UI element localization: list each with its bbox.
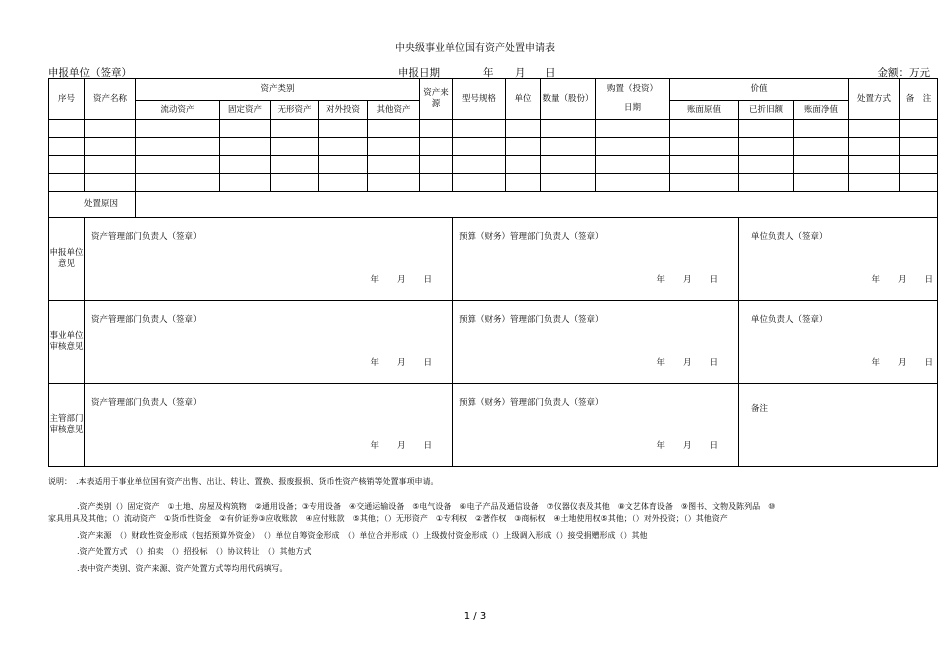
header-depreciation: 已折旧额: [739, 101, 794, 120]
sign-date: [853, 275, 933, 286]
remarks-label: 备注: [751, 404, 769, 414]
table-cell[interactable]: [794, 156, 849, 174]
header-asset-name: 资产名称: [85, 79, 136, 120]
table-cell[interactable]: [136, 156, 220, 174]
date-day: 日: [709, 275, 719, 286]
table-cell[interactable]: [368, 138, 420, 156]
remarks-field[interactable]: [739, 384, 938, 467]
date-month: 月: [682, 358, 692, 369]
table-cell[interactable]: [453, 138, 506, 156]
table-cell[interactable]: [368, 156, 420, 174]
table-cell[interactable]: [271, 138, 319, 156]
table-cell[interactable]: [420, 174, 453, 192]
header-seq: 序号: [49, 79, 85, 120]
table-cell[interactable]: [368, 174, 420, 192]
instructions: [48, 476, 943, 575]
table-cell[interactable]: [596, 156, 670, 174]
opinion-finance-dept[interactable]: [453, 218, 739, 301]
table-cell[interactable]: [670, 120, 739, 138]
signature-label: 单位负责人（签章）: [751, 315, 828, 325]
signature-label: 预算（财务）管理部门负责人（签章）: [459, 232, 604, 242]
header-book-net: 账面净值: [794, 101, 849, 120]
table-cell[interactable]: [541, 138, 596, 156]
form-title: 中央级事业单位国有资产处置申请表: [395, 43, 555, 54]
opinion-asset-dept[interactable]: [85, 218, 453, 301]
opinion-unit-head[interactable]: [739, 218, 938, 301]
date-month: 月: [396, 358, 406, 369]
date-day: 日: [709, 441, 719, 452]
table-cell[interactable]: [849, 174, 900, 192]
note-asset-source: .资产来源 （）财政性资金形成（包括预算外资金） （）单位自筹资金形成 （）单位合并形成（）上级拨付资金形成（）上级调入形成（）接受捐赠形成（）其他: [77, 530, 648, 540]
opinion-label: 申报单位意见: [49, 218, 85, 301]
table-cell[interactable]: [420, 138, 453, 156]
table-cell[interactable]: [739, 174, 794, 192]
header-remarks: 备 注: [900, 79, 938, 120]
table-cell[interactable]: [849, 156, 900, 174]
table-cell[interactable]: [900, 120, 938, 138]
table-cell[interactable]: [49, 156, 85, 174]
date-year: 年: [871, 275, 880, 286]
table-cell[interactable]: [506, 120, 541, 138]
table-cell[interactable]: [220, 174, 271, 192]
header-unit: 单位: [506, 79, 541, 120]
disposal-reason-field[interactable]: [136, 192, 938, 218]
header-asset-category: 资产类别: [136, 79, 420, 101]
date-year: 年: [656, 275, 665, 286]
amount-unit-label: 金额：万元: [877, 67, 930, 79]
table-cell[interactable]: [596, 174, 670, 192]
note-coding: .表中资产类别、资产来源、资产处置方式等均用代码填写。: [77, 563, 288, 573]
opinion-finance-dept[interactable]: [453, 301, 739, 384]
sign-date: [352, 275, 432, 286]
sign-date: [352, 441, 432, 452]
table-cell[interactable]: [271, 120, 319, 138]
table-cell[interactable]: [794, 174, 849, 192]
header-asset-source: 资产来源: [420, 79, 453, 120]
table-row[interactable]: [49, 138, 938, 156]
table-cell[interactable]: [368, 120, 420, 138]
date-month: 月: [515, 67, 526, 79]
date-year: 年: [370, 275, 379, 286]
apply-date-label: 申报日期: [398, 67, 440, 79]
table-cell[interactable]: [670, 156, 739, 174]
opinion-unit-head[interactable]: [739, 301, 938, 384]
disposal-form-table: [48, 78, 938, 467]
date-month: 月: [898, 358, 907, 369]
date-year: 年: [370, 441, 379, 452]
table-cell[interactable]: [220, 156, 271, 174]
header-purchase-date: [596, 79, 670, 120]
header-book-original: 账面原值: [670, 101, 739, 120]
table-cell[interactable]: [85, 120, 136, 138]
note-asset-category: .资产类别（）固定资产 ①土地、房屋及构筑物 ②通用设备；③专用设备 ④交通运输设备 ⑤电气设备 ⑥电子产品及通信设备 ⑦仪器仪表及其他 ⑧文艺体育设备 ⑨图书、文物及陈列品 ⑩: [77, 501, 776, 511]
disposal-reason-row: [49, 192, 938, 218]
signature-label: 资产管理部门负责人（签章）: [91, 232, 202, 242]
opinion-label: 主管部门审核意见: [49, 384, 85, 467]
table-cell[interactable]: [794, 138, 849, 156]
table-cell[interactable]: [670, 138, 739, 156]
table-cell[interactable]: [49, 138, 85, 156]
date-day: 日: [924, 275, 934, 286]
table-cell[interactable]: [85, 156, 136, 174]
table-cell[interactable]: [420, 120, 453, 138]
opinion-asset-dept[interactable]: [85, 384, 453, 467]
date-year: 年: [871, 358, 880, 369]
table-cell[interactable]: [49, 120, 85, 138]
signature-label: 预算（财务）管理部门负责人（签章）: [459, 398, 604, 408]
opinion-label: 事业单位审核意见: [49, 301, 85, 384]
table-cell[interactable]: [900, 138, 938, 156]
table-cell[interactable]: [794, 120, 849, 138]
table-cell[interactable]: [136, 120, 220, 138]
table-row[interactable]: [49, 156, 938, 174]
date-month: 月: [682, 441, 692, 452]
table-cell[interactable]: [900, 174, 938, 192]
opinion-row-applicant: [49, 218, 938, 301]
opinion-row-institution: [49, 301, 938, 384]
table-cell[interactable]: [136, 138, 220, 156]
opinion-row-authority: [49, 384, 938, 467]
table-cell[interactable]: [319, 120, 368, 138]
table-cell[interactable]: [319, 138, 368, 156]
header-current-assets: 流动资产: [136, 101, 220, 120]
signature-label: 预算（财务）管理部门负责人（签章）: [459, 315, 604, 325]
date-day: 日: [545, 67, 556, 79]
header-intangible-assets: 无形资产: [271, 101, 319, 120]
sign-date: [638, 358, 718, 369]
table-cell[interactable]: [271, 156, 319, 174]
note-asset-category-cont: 家具用具及其他；（）流动资产 ①货币性资金 ②有价证券③应收账款 ④应付账款 ⑤其他；（）无形资产 ①专利权 ②著作权 ③商标权 ④土地使用权⑤其他；（）对外投资；（）其他资产: [48, 514, 728, 523]
table-cell[interactable]: [506, 138, 541, 156]
table-cell[interactable]: [849, 138, 900, 156]
date-month: 月: [396, 441, 406, 452]
table-cell[interactable]: [506, 174, 541, 192]
table-cell[interactable]: [596, 120, 670, 138]
note-scope: 说明： .本表适用于事业单位国有资产出售、出让、转让、置换、报废报损、货币性资产核销等处置事项申请。: [48, 477, 439, 486]
sign-date: [638, 275, 718, 286]
sign-date: [853, 358, 933, 369]
date-day: 日: [924, 358, 934, 369]
opinion-asset-dept[interactable]: [85, 301, 453, 384]
sign-date: [638, 441, 718, 452]
table-cell[interactable]: [670, 174, 739, 192]
date-day: 日: [423, 441, 433, 452]
table-cell[interactable]: [900, 156, 938, 174]
date-day: 日: [423, 275, 433, 286]
table-cell[interactable]: [271, 174, 319, 192]
table-cell[interactable]: [319, 156, 368, 174]
table-cell[interactable]: [596, 138, 670, 156]
table-row[interactable]: [49, 174, 938, 192]
table-cell[interactable]: [85, 138, 136, 156]
applicant-unit-label: 申报单位（签章）: [48, 67, 132, 79]
date-day: 日: [709, 358, 719, 369]
header-purchase-label: 购置（投资）: [607, 84, 659, 95]
note-disposal-method: .资产处置方式 （）拍卖 （）招投标 （）协议转让 （）其他方式: [77, 547, 312, 556]
table-cell[interactable]: [849, 120, 900, 138]
table-cell[interactable]: [136, 174, 220, 192]
table-cell[interactable]: [85, 174, 136, 192]
signature-label: 资产管理部门负责人（签章）: [91, 315, 202, 325]
opinion-finance-dept[interactable]: [453, 384, 739, 467]
table-cell[interactable]: [49, 174, 85, 192]
table-cell[interactable]: [541, 120, 596, 138]
sign-date: [352, 358, 432, 369]
table-cell[interactable]: [453, 120, 506, 138]
table-cell[interactable]: [220, 120, 271, 138]
signature-label: 单位负责人（签章）: [751, 232, 828, 242]
table-cell[interactable]: [506, 156, 541, 174]
date-year: 年: [656, 358, 665, 369]
header-external-investment: 对外投资: [319, 101, 368, 120]
table-cell[interactable]: [739, 138, 794, 156]
table-cell[interactable]: [220, 138, 271, 156]
date-month: 月: [396, 275, 406, 286]
disposal-reason-label: 处置原因: [49, 192, 136, 218]
header-model: 型号规格: [453, 79, 506, 120]
date-day: 日: [423, 358, 433, 369]
date-month: 月: [898, 275, 907, 286]
date-year: 年: [370, 358, 379, 369]
header-value: 价值: [670, 79, 849, 101]
table-row[interactable]: [49, 120, 938, 138]
table-cell[interactable]: [420, 156, 453, 174]
signature-label: 资产管理部门负责人（签章）: [91, 398, 202, 408]
date-month: 月: [682, 275, 692, 286]
header-fixed-assets: 固定资产: [220, 101, 271, 120]
header-purchase-date-label: 日期: [624, 103, 642, 113]
header-other-assets: 其他资产: [368, 101, 420, 120]
table-cell[interactable]: [739, 120, 794, 138]
header-disposal-method: 处置方式: [849, 79, 900, 120]
table-cell[interactable]: [453, 174, 506, 192]
date-year: 年: [483, 67, 494, 79]
date-year: 年: [656, 441, 665, 452]
header-quantity: 数量（股份）: [541, 79, 596, 120]
table-cell[interactable]: [453, 156, 506, 174]
table-cell[interactable]: [319, 174, 368, 192]
table-cell[interactable]: [541, 174, 596, 192]
page-indicator: 1 / 3: [463, 611, 487, 622]
table-cell[interactable]: [739, 156, 794, 174]
table-cell[interactable]: [541, 156, 596, 174]
